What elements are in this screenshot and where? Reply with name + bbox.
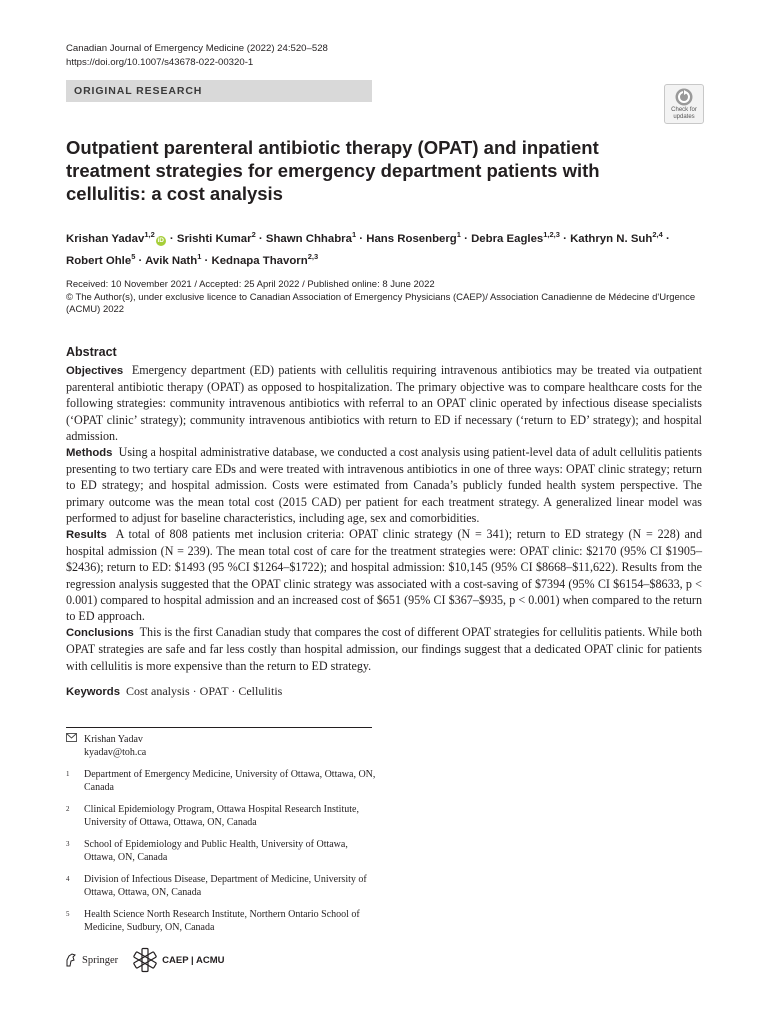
star-of-life-icon [132, 947, 158, 973]
author-list [66, 226, 706, 270]
check-updates-label: Check for updates [671, 107, 697, 120]
author-name: Avik Nath [145, 254, 198, 267]
author-name: Kednapa Thavorn [211, 254, 308, 267]
envelope-icon [66, 733, 84, 759]
author-entry[interactable] [66, 230, 167, 245]
springer-logo [64, 952, 118, 968]
author-separator: · [255, 232, 266, 245]
refresh-icon [674, 87, 694, 107]
results-label: Results [66, 529, 107, 542]
keywords-label: Keywords [66, 686, 120, 698]
author-name: Shawn Chhabra [265, 232, 352, 245]
author-separator: · [135, 254, 146, 267]
affiliation-number: 1 [66, 770, 70, 778]
footnote-divider [66, 727, 372, 728]
affiliation-item [66, 803, 376, 829]
author-affiliation-marker: 1 [456, 230, 461, 239]
abstract-methods [66, 444, 702, 526]
author-affiliation-marker: 1 [197, 251, 202, 261]
author-entry[interactable] [570, 230, 663, 245]
affiliation-number: 3 [66, 840, 70, 848]
author-separator: · [166, 232, 177, 245]
section-label: ORIGINAL RESEARCH [66, 80, 372, 102]
author-affiliation-marker: 5 [131, 251, 136, 261]
abstract-section [66, 344, 702, 674]
affiliation-item [66, 908, 376, 934]
abstract-conclusions [66, 624, 702, 674]
author-entry[interactable] [265, 230, 357, 245]
author-affiliation-marker: 2,3 [307, 251, 319, 261]
copyright-notice: © The Author(s), under exclusive licence to Canadian Association of Emergency Physicians (CAEP)/ Association Canadienne de Médecine d'Urgence (ACMU) 2022 [66, 291, 696, 315]
keywords-text: Cost analysis · OPAT · Cellulitis [126, 684, 283, 698]
keywords [66, 683, 282, 700]
affiliation-text: Clinical Epidemiology Program, Ottawa Hospital Research Institute, University of Ottawa, Ottawa, ON, Canada [84, 804, 359, 828]
caep-acmu-label: CAEP | ACMU [162, 954, 225, 966]
footnotes [66, 733, 376, 943]
author-affiliation-marker: 1,2,3 [543, 230, 560, 239]
springer-name: Springer [82, 954, 119, 966]
author-name: Srishti Kumar [176, 232, 252, 245]
author-affiliation-marker: 1,2 [144, 230, 155, 239]
affiliation-item [66, 873, 376, 899]
affiliation-number: 5 [66, 910, 70, 918]
author-entry[interactable] [211, 251, 319, 267]
author-name: Kathryn N. Suh [570, 232, 653, 245]
author-separator: · [662, 232, 670, 245]
author-entry[interactable] [176, 230, 256, 245]
journal-citation: Canadian Journal of Emergency Medicine (2022) 24:520–528 [66, 43, 328, 54]
objectives-label: Objectives [66, 365, 124, 377]
conclusions-text: This is the first Canadian study that compares the cost of different OPAT strategies for cellulitis patients. While both OPAT strategies are safe and far less costly than hospital admission, our findings suggest that a dedicated OPAT clinic for patients with cellulitis is more expensive than the return to ED strategy. [66, 625, 702, 673]
author-affiliation-marker: 2 [251, 230, 256, 239]
affiliation-list [66, 768, 376, 934]
correspondence-email[interactable]: kyadav@toh.ca [84, 747, 147, 758]
author-separator: · [460, 232, 472, 245]
author-affiliation-marker: 1 [351, 230, 357, 239]
affiliation-item [66, 768, 376, 794]
correspondence [66, 733, 376, 759]
affiliation-item [66, 838, 376, 864]
author-entry[interactable] [145, 251, 202, 267]
objectives-text: Emergency department (ED) patients with cellulitis requiring intravenous antibiotics may be treated via outpatient parenteral antibiotic therapy (OPAT) as opposed to hospitalization. The primary objective was to compare healthcare costs for the following strategies: community intravenous antibiotics with referral to an OPAT clinic operated by infectious disease specialists (‘OPAT clinic’ strategy); community intravenous antibiotics with return to ED if necessary (‘return to ED’ strategy); and hospital admission. [66, 363, 702, 443]
author-entry[interactable] [366, 230, 461, 245]
methods-text: Using a hospital administrative database, we conducted a cost analysis using patient-level data of adult cellulitis patients presenting to two tertiary care EDs and were treated with intravenous antibiotics in one of three ways: OPAT clinic strategy; return to ED strategy; and hospital admission. Costs were estimated from Canada’s publicly funded health system perspective. The primary outcome was the mean total cost (2015 CAD) per patient for each treatment strategy. A generalized linear model was performed to adjust for baseline characteristics, including age, sex and comorbidities. [66, 445, 702, 525]
article-title: Outpatient parenteral antibiotic therapy (OPAT) and inpatient treatment strategies for emergency department patients with cellulitis: a cost analysis [66, 137, 600, 204]
correspondence-name: Krishan Yadav [84, 734, 143, 745]
author-name: Hans Rosenberg [366, 232, 457, 245]
author-separator: · [559, 232, 571, 245]
affiliation-number: 2 [66, 805, 70, 813]
doi-link[interactable]: https://doi.org/10.1007/s43678-022-00320-1 [66, 57, 254, 68]
author-affiliation-marker: 2,4 [652, 230, 663, 239]
author-name: Krishan Yadav [66, 232, 145, 245]
affiliation-text: Division of Infectious Disease, Department of Medicine, University of Ottawa, Ottawa, ON, Canada [84, 874, 367, 898]
author-name: Debra Eagles [471, 232, 544, 245]
author-separator: · [201, 254, 212, 267]
affiliation-number: 4 [66, 875, 70, 883]
conclusions-label: Conclusions [66, 627, 134, 640]
publication-dates: Received: 10 November 2021 / Accepted: 25 April 2022 / Published online: 8 June 2022 [66, 279, 435, 290]
author-entry[interactable] [471, 230, 560, 245]
journal-header [66, 42, 328, 70]
springer-horse-icon [64, 952, 78, 968]
affiliation-text: Department of Emergency Medicine, University of Ottawa, Ottawa, ON, Canada [84, 769, 376, 793]
orcid-icon[interactable]: iD [157, 236, 164, 244]
author-separator: · [356, 232, 367, 245]
publication-info [66, 279, 706, 317]
check-for-updates-badge[interactable] [664, 84, 704, 124]
author-entry[interactable] [66, 251, 136, 267]
methods-label: Methods [66, 447, 113, 460]
abstract-results [66, 526, 702, 624]
caep-logo [132, 947, 224, 973]
author-name: Robert Ohle [66, 254, 132, 267]
abstract-objectives [66, 362, 702, 444]
abstract-heading: Abstract [66, 345, 117, 359]
affiliation-text: School of Epidemiology and Public Health, University of Ottawa, Ottawa, ON, Canada [84, 839, 348, 863]
affiliation-text: Health Science North Research Institute, Northern Ontario School of Medicine, Sudbury, ON, Canada [84, 909, 360, 933]
results-text: A total of 808 patients met inclusion criteria: OPAT clinic strategy (N = 341); return to ED strategy (N = 228) and hospital admission (N = 239). The mean total cost of care for the treatment strategies were: OPAT clinic: $2170 (95% CI $1905–$2436); return to ED: $1493 (95 %CI $1264–$1722); and hospital admission: $10,145 (95% CI $8668–$11,622). Results from the regression analysis suggested that the OPAT clinic strategy was associated with a cost-saving of $7394 (95% CI $6154–$8633, p < 0.001) compared to hospital admission and an increased cost of $651 (95% CI $367–$935, p < 0.001) when compared to the return to ED approach. [66, 527, 702, 624]
footer-logos [64, 945, 224, 975]
